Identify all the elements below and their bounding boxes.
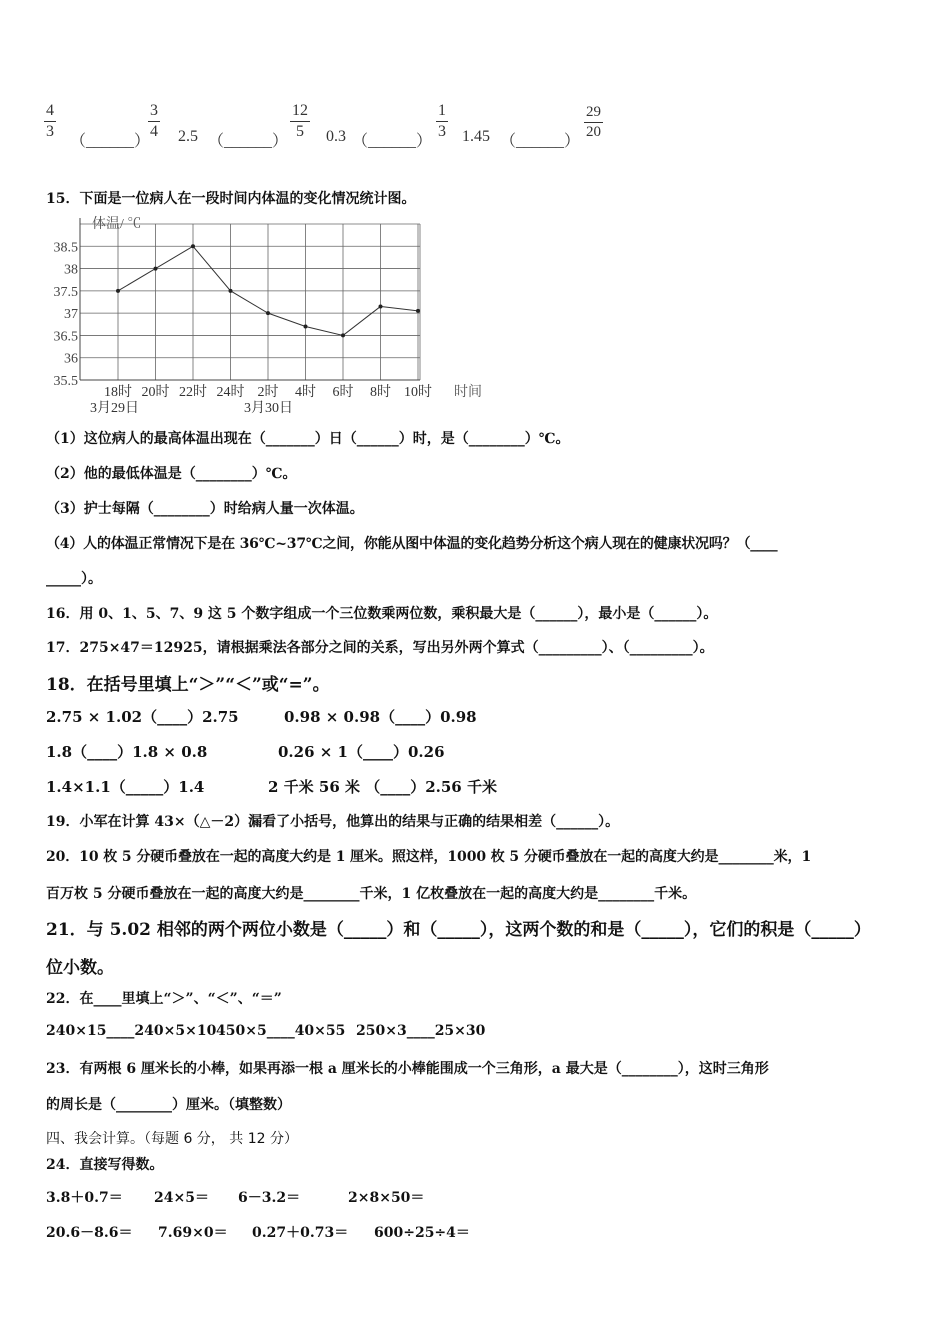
x-axis-label: 时间 (454, 385, 482, 400)
temperature-line-chart (40, 214, 500, 414)
fraction-4-3: 4 3 (46, 102, 54, 140)
data-point (379, 304, 383, 308)
x-tick-label: 2时 (257, 385, 279, 400)
x-tick-label: 8时 (370, 385, 391, 400)
q24-r1-4: 2×8×50＝ (348, 1190, 425, 1206)
q24-r2-4: 600÷25÷4＝ (374, 1225, 470, 1241)
q18-r2a: 1.8（____）1.8 × 0.8 (46, 743, 208, 761)
date-label-1: 3月29日 (90, 401, 139, 414)
q24-r1-2: 24×5＝ (154, 1190, 209, 1206)
q24-r2-2: 7.69×0＝ (158, 1225, 228, 1241)
q15-sub2: （2）他的最低体温是（________）℃。 (46, 466, 297, 482)
q15-sub4-line1: （4）人的体温正常情况下是在 36℃~37℃之间，你能从图中体温的变化趋势分析这个病人现在的健康状况吗？（____ (46, 536, 778, 552)
q24-stem: 24．直接写得数。 (46, 1157, 164, 1173)
y-tick-label: 37 (64, 307, 78, 323)
q22-item-2: 450×5____40×55 (216, 1023, 346, 1039)
y-tick-label: 38.5 (53, 240, 78, 256)
fraction-12-5: 12 5 (292, 102, 308, 140)
y-tick-label: 38 (64, 262, 78, 278)
q18-r3a: 1.4×1.1（_____）1.4 (46, 778, 205, 796)
q17: 17．275×47＝12925，请根据乘法各部分之间的关系，写出另外两个算式（_________）、（_________）。 (46, 640, 714, 656)
x-tick-label: 20时 (141, 385, 170, 400)
x-tick-label: 6时 (332, 385, 354, 400)
q24-r1-1: 3.8＋0.7＝ (46, 1190, 123, 1206)
q18-r1a: 2.75 × 1.02（____）2.75 (46, 708, 239, 726)
fraction-1-3: 1 3 (438, 102, 446, 140)
data-point (154, 267, 158, 271)
x-tick-label: 4时 (295, 385, 316, 400)
q15-sub4-line2: _____）。 (46, 571, 102, 587)
q15-sub1: （1）这位病人的最高体温出现在（_______）日（______）时，是（________）℃。 (46, 431, 570, 447)
q21-line2: 位小数。 (46, 958, 114, 978)
q18-r1b: 0.98 × 0.98（____）0.98 (284, 708, 477, 726)
q24-r2-3: 0.27＋0.73＝ (252, 1225, 349, 1241)
q24-r2-1: 20.6－8.6＝ (46, 1225, 133, 1241)
q22-item-3: 250×3____25×30 (356, 1023, 486, 1039)
q21-line1: 21．与 5.02 相邻的两个两位小数是（_____）和（_____），这两个数的和是（_____），它们的积是（_____） (46, 920, 871, 940)
y-axis-label: 体温/ ℃ (92, 217, 142, 232)
y-tick-label: 36 (64, 351, 78, 367)
y-tick-label: 35.5 (53, 374, 78, 389)
section-4-heading: 四、我会计算。（每题 6 分， 共 12 分） (46, 1131, 298, 1147)
q22-stem: 22．在____里填上“＞”、“＜”、“＝” (46, 991, 282, 1007)
date-label-2: 3月30日 (244, 401, 293, 414)
data-point (229, 289, 233, 293)
q24-r1-3: 6－3.2＝ (238, 1190, 301, 1206)
blank-3: （______） (352, 133, 433, 150)
data-point (341, 333, 345, 337)
blank-1: （______） (70, 133, 151, 150)
decimal-0-3: 0.3 (326, 128, 346, 145)
data-point (191, 244, 195, 248)
x-tick-label: 18时 (104, 385, 132, 400)
x-tick-label: 22时 (179, 385, 207, 400)
data-point (266, 311, 270, 315)
data-point (116, 289, 120, 293)
q18-r2b: 0.26 × 1（____）0.26 (278, 743, 445, 761)
q23-line2: 的周长是（________）厘米。（填整数） (46, 1097, 291, 1113)
q15-stem: 15．下面是一位病人在一段时间内体温的变化情况统计图。 (46, 191, 416, 207)
blank-4: （______） (500, 133, 581, 150)
q22-item-1: 240×15____240×5×10 (46, 1023, 217, 1039)
data-point (416, 309, 420, 313)
q20-line1: 20．10 枚 5 分硬币叠放在一起的高度大约是 1 厘米。照这样，1000 枚 5 分硬币叠放在一起的高度大约是________米，1 (46, 849, 812, 865)
fraction-29-20: 29 20 (586, 104, 601, 140)
y-tick-label: 37.5 (53, 284, 78, 300)
q18-r3b: 2 千米 56 米 （____）2.56 千米 (268, 778, 497, 796)
data-point (304, 325, 308, 329)
x-tick-label: 10时 (404, 385, 432, 400)
x-tick-label: 24时 (216, 385, 245, 400)
q18-stem: 18．在括号里填上“＞”“＜”或“=”。 (46, 675, 330, 695)
fraction-3-4: 3 4 (150, 102, 158, 140)
q15-sub3: （3）护士每隔（________）时给病人量一次体温。 (46, 501, 364, 517)
blank-2: （______） (208, 133, 289, 150)
decimal-1-45: 1.45 (462, 128, 490, 145)
q19: 19．小军在计算 43×（△－2）漏看了小括号，他算出的结果与正确的结果相差（______）。 (46, 814, 620, 830)
decimal-2-5: 2.5 (178, 128, 198, 145)
q23-line1: 23．有两根 6 厘米长的小棒，如果再添一根 a 厘米长的小棒能围成一个三角形，a 最大是（________），这时三角形 (46, 1061, 769, 1077)
q16: 16．用 0、1、5、7、9 这 5 个数字组成一个三位数乘两位数，乘积最大是（______），最小是（______）。 (46, 606, 718, 622)
y-tick-label: 36.5 (53, 329, 78, 345)
q20-line2: 百万枚 5 分硬币叠放在一起的高度大约是________千米，1 亿枚叠放在一起的高度大约是________千米。 (46, 886, 697, 902)
